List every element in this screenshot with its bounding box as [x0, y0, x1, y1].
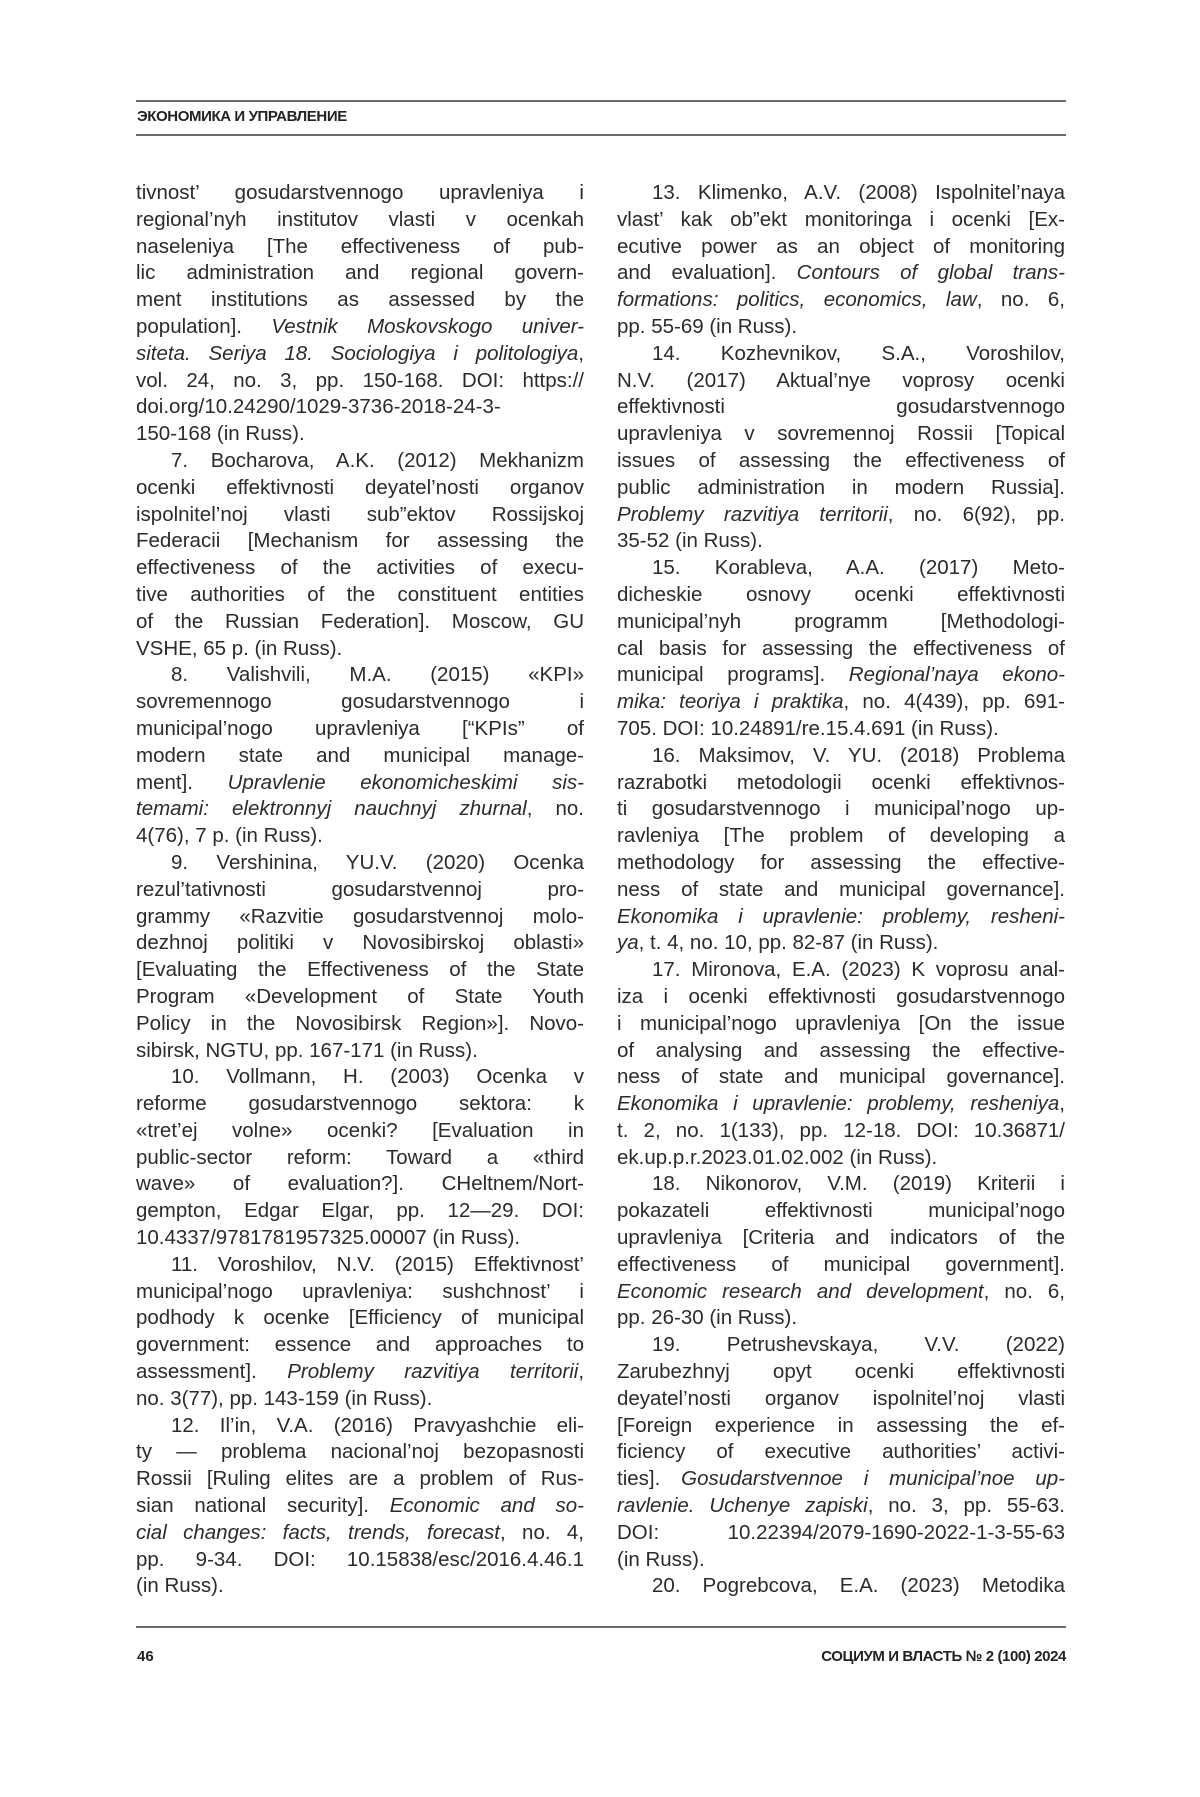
- text-run: ment].: [136, 771, 228, 794]
- text-run: tive authorities of the constituent entities: [136, 583, 584, 606]
- reference-line: [617, 1332, 1065, 1359]
- text-run: iza i ocenki effektivnosti gosudarstvennogo: [617, 985, 1065, 1008]
- text-run: 19. Petrushevskaya, V.V. (2022): [652, 1333, 1065, 1356]
- text-run: pp. 26-30 (in Russ).: [617, 1306, 797, 1329]
- text-run: municipal’nogo upravleniya: sushchnost’ i: [136, 1280, 584, 1303]
- reference-line: [136, 662, 584, 689]
- italic-source-title: siteta. Seriya 18. Sociologiya i politologiya: [136, 342, 578, 365]
- text-run: 20. Pogrebcova, E.A. (2023) Metodika: [652, 1574, 1065, 1597]
- reference-line: [136, 1466, 584, 1493]
- reference-line: [617, 421, 1065, 448]
- text-run: vol. 24, no. 3, pp. 150-168. DOI: https://: [136, 369, 584, 392]
- reference-line: [617, 1520, 1065, 1547]
- text-run: i municipal’nogo upravleniya [On the issue: [617, 1012, 1065, 1035]
- reference-line: [136, 904, 584, 931]
- references-column-right: [617, 180, 1065, 1600]
- text-run: 150-168 (in Russ).: [136, 422, 305, 445]
- reference-line: [617, 689, 1065, 716]
- text-run: ness of state and municipal governance].: [617, 1065, 1065, 1088]
- text-run: regional’nyh institutov vlasti v ocenkah: [136, 208, 584, 231]
- reference-line: [617, 716, 1065, 743]
- reference-line: [617, 984, 1065, 1011]
- reference-line: [617, 877, 1065, 904]
- text-run: ness of state and municipal governance].: [617, 878, 1065, 901]
- text-run: , no. 6,: [984, 1280, 1065, 1303]
- italic-source-title: formations: politics, economics, law: [617, 288, 977, 311]
- reference-line: [617, 1413, 1065, 1440]
- reference-line: [136, 287, 584, 314]
- italic-source-title: Economic and so-: [390, 1494, 584, 1517]
- reference-line: [617, 314, 1065, 341]
- reference-line: [617, 636, 1065, 663]
- reference-line: [617, 582, 1065, 609]
- reference-line: [136, 180, 584, 207]
- text-run: , no. 4,: [500, 1521, 584, 1544]
- reference-line: [617, 394, 1065, 421]
- text-run: gempton, Edgar Elgar, pp. 12—29. DOI:: [136, 1199, 584, 1222]
- reference-line: [136, 1520, 584, 1547]
- text-run: ment institutions as assessed by the: [136, 288, 584, 311]
- italic-source-title: temami: elektronnyj nauchnyj zhurnal: [136, 797, 527, 820]
- reference-line: [136, 260, 584, 287]
- reference-line: [617, 502, 1065, 529]
- text-run: wave» of evaluation?]. CHeltnem/Nort-: [136, 1172, 584, 1195]
- reference-line: [617, 957, 1065, 984]
- text-run: ty — problema nacional’noj bezopasnosti: [136, 1440, 584, 1463]
- text-run: «tret’ej volne» ocenki? [Evaluation in: [136, 1119, 584, 1142]
- reference-line: [136, 1171, 584, 1198]
- reference-line: [617, 1359, 1065, 1386]
- reference-line: [617, 796, 1065, 823]
- text-run: grammy «Razvitie gosudarstvennoj molo-: [136, 905, 584, 928]
- text-run: DOI: 10.22394/2079-1690-2022-1-3-55-63: [617, 1521, 1065, 1544]
- text-run: 16. Maksimov, V. YU. (2018) Problema: [652, 744, 1065, 767]
- text-run: (in Russ).: [617, 1548, 705, 1571]
- text-run: , no.: [527, 797, 584, 820]
- reference-line: [617, 904, 1065, 931]
- text-run: Policy in the Novosibirsk Region»]. Novo-: [136, 1012, 584, 1035]
- text-run: assessment].: [136, 1360, 287, 1383]
- reference-line: [617, 609, 1065, 636]
- text-run: sibirsk, NGTU, pp. 167-171 (in Russ).: [136, 1039, 478, 1062]
- reference-line: [136, 207, 584, 234]
- header-top-rule: [136, 100, 1066, 102]
- reference-line: [136, 1359, 584, 1386]
- reference-line: [136, 1118, 584, 1145]
- text-run: 15. Korableva, A.A. (2017) Meto-: [652, 556, 1065, 579]
- italic-source-title: Ekonomika i upravlenie: problemy, resheni-: [617, 905, 1065, 928]
- reference-line: [136, 448, 584, 475]
- reference-line: [136, 341, 584, 368]
- text-run: 10. Vollmann, H. (2003) Ocenka v: [171, 1065, 584, 1088]
- text-run: Rossii [Ruling elites are a problem of Rus-: [136, 1467, 584, 1490]
- text-run: municipal’nogo upravleniya [“KPIs” of: [136, 717, 584, 740]
- reference-line: [617, 207, 1065, 234]
- reference-line: [617, 1386, 1065, 1413]
- journal-issue: СОЦИУМ И ВЛАСТЬ № 2 (100) 2024: [821, 1648, 1066, 1665]
- text-run: public administration in modern Russia].: [617, 476, 1065, 499]
- reference-line: [617, 1091, 1065, 1118]
- reference-line: [617, 770, 1065, 797]
- text-run: sian national security].: [136, 1494, 390, 1517]
- reference-line: [136, 314, 584, 341]
- text-run: N.V. (2017) Aktual’nye voprosy ocenki: [617, 369, 1065, 392]
- reference-line: [617, 1171, 1065, 1198]
- reference-line: [617, 850, 1065, 877]
- reference-line: [136, 1439, 584, 1466]
- reference-line: [136, 582, 584, 609]
- reference-line: [136, 1305, 584, 1332]
- reference-line: [136, 770, 584, 797]
- reference-line: [136, 930, 584, 957]
- text-run: effectiveness of municipal government].: [617, 1253, 1065, 1276]
- reference-line: [136, 1279, 584, 1306]
- text-run: lic administration and regional govern-: [136, 261, 584, 284]
- italic-source-title: Economic research and development: [617, 1280, 984, 1303]
- reference-line: [136, 1252, 584, 1279]
- reference-line: [136, 502, 584, 529]
- italic-source-title: mika: teoriya i praktika: [617, 690, 843, 713]
- text-run: issues of assessing the effectiveness of: [617, 449, 1065, 472]
- text-run: , no. 6(92), pp.: [888, 503, 1065, 526]
- reference-line: [617, 1493, 1065, 1520]
- reference-line: [136, 555, 584, 582]
- text-run: Program «Development of State Youth: [136, 985, 584, 1008]
- reference-line: [136, 1064, 584, 1091]
- text-run: upravleniya v sovremennoj Rossii [Topical: [617, 422, 1065, 445]
- reference-line: [136, 743, 584, 770]
- reference-line: [136, 1225, 584, 1252]
- text-run: 10.4337/9781781957325.00007 (in Russ).: [136, 1226, 520, 1249]
- text-run: of analysing and assessing the effective-: [617, 1039, 1065, 1062]
- text-run: 13. Klimenko, A.V. (2008) Ispolnitel’naya: [652, 181, 1065, 204]
- italic-source-title: Gosudarstvennoe i municipal’noe up-: [681, 1467, 1065, 1490]
- reference-line: [617, 234, 1065, 261]
- text-run: , no. 4(439), pp. 691-: [843, 690, 1065, 713]
- reference-line: [617, 1466, 1065, 1493]
- text-run: upravleniya [Criteria and indicators of the: [617, 1226, 1065, 1249]
- reference-line: [617, 743, 1065, 770]
- text-run: population].: [136, 315, 271, 338]
- reference-line: [617, 823, 1065, 850]
- references-column-left: [136, 180, 584, 1600]
- text-run: , no. 3, pp. 55-63.: [868, 1494, 1065, 1517]
- text-run: effektivnosti gosudarstvennogo: [617, 395, 1065, 418]
- reference-line: [617, 341, 1065, 368]
- text-run: ocenki effektivnosti deyatel’nosti organov: [136, 476, 584, 499]
- text-run: ti gosudarstvennogo i municipal’nogo up-: [617, 797, 1065, 820]
- italic-source-title: Regional’naya ekono-: [849, 663, 1065, 686]
- text-run: [Evaluating the Effectiveness of the State: [136, 958, 584, 981]
- header-bottom-rule: [136, 134, 1066, 136]
- text-run: ispolnitel’noj vlasti sub”ektov Rossijskoj: [136, 503, 584, 526]
- reference-line: [617, 1064, 1065, 1091]
- text-run: ,: [578, 342, 584, 365]
- text-run: government: essence and approaches to: [136, 1333, 584, 1356]
- reference-line: [136, 636, 584, 663]
- reference-line: [617, 1118, 1065, 1145]
- reference-line: [136, 368, 584, 395]
- footer-rule: [136, 1626, 1066, 1628]
- text-run: pp. 55-69 (in Russ).: [617, 315, 797, 338]
- reference-line: [136, 984, 584, 1011]
- text-run: 7. Bocharova, A.K. (2012) Mekhanizm: [171, 449, 584, 472]
- reference-line: [617, 1547, 1065, 1574]
- text-run: 14. Kozhevnikov, S.A., Voroshilov,: [652, 342, 1065, 365]
- text-run: t. 2, no. 1(133), pp. 12-18. DOI: 10.36871/: [617, 1119, 1065, 1142]
- reference-line: [617, 662, 1065, 689]
- text-run: , t. 4, no. 10, pp. 82-87 (in Russ).: [639, 931, 939, 954]
- reference-line: [617, 475, 1065, 502]
- reference-line: [617, 260, 1065, 287]
- reference-line: [136, 1413, 584, 1440]
- reference-line: [136, 957, 584, 984]
- italic-source-title: Ekonomika i upravlenie: problemy, resheniya: [617, 1092, 1059, 1115]
- text-run: pp. 9-34. DOI: 10.15838/esc/2016.4.46.1: [136, 1548, 584, 1571]
- italic-source-title: Vestnik Moskovskogo univer-: [271, 315, 584, 338]
- text-run: , no. 6,: [977, 288, 1065, 311]
- reference-line: [617, 555, 1065, 582]
- reference-line: [136, 850, 584, 877]
- text-run: ficiency of executive authorities’ activi-: [617, 1440, 1065, 1463]
- reference-line: [617, 1038, 1065, 1065]
- text-run: of the Russian Federation]. Moscow, GU: [136, 610, 584, 633]
- reference-line: [617, 287, 1065, 314]
- reference-line: [136, 796, 584, 823]
- reference-line: [136, 1386, 584, 1413]
- text-run: 17. Mironova, E.A. (2023) K voprosu anal-: [652, 958, 1065, 981]
- reference-line: [617, 1145, 1065, 1172]
- italic-source-title: ravlenie. Uchenye zapiski: [617, 1494, 868, 1517]
- text-run: ,: [578, 1360, 584, 1383]
- text-run: deyatel’nosti organov ispolnitel’noj vlasti: [617, 1387, 1065, 1410]
- text-run: pokazateli effektivnosti municipal’nogo: [617, 1199, 1065, 1222]
- text-run: 8. Valishvili, M.A. (2015) «KPI»: [171, 663, 584, 686]
- text-run: 9. Vershinina, YU.V. (2020) Ocenka: [171, 851, 584, 874]
- reference-line: [617, 180, 1065, 207]
- text-run: 705. DOI: 10.24891/re.15.4.691 (in Russ).: [617, 717, 999, 740]
- text-run: dezhnoj politiki v Novosibirskoj oblasti»: [136, 931, 584, 954]
- text-run: public-sector reform: Toward a «third: [136, 1146, 584, 1169]
- reference-line: [617, 1305, 1065, 1332]
- page-number: 46: [137, 1648, 154, 1665]
- text-run: razrabotki metodologii ocenki effektivnos-: [617, 771, 1065, 794]
- reference-line: [136, 1091, 584, 1118]
- text-run: cal basis for assessing the effectiveness of: [617, 637, 1065, 660]
- text-run: 35-52 (in Russ).: [617, 529, 763, 552]
- italic-source-title: cial changes: facts, trends, forecast: [136, 1521, 500, 1544]
- reference-line: [136, 394, 584, 421]
- text-run: naseleniya [The effectiveness of pub-: [136, 235, 584, 258]
- reference-line: [136, 1038, 584, 1065]
- reference-line: [136, 1145, 584, 1172]
- reference-line: [617, 1011, 1065, 1038]
- reference-line: [136, 609, 584, 636]
- text-run: rezul’tativnosti gosudarstvennoj pro-: [136, 878, 584, 901]
- reference-line: [617, 1279, 1065, 1306]
- text-run: and evaluation].: [617, 261, 797, 284]
- text-run: ecutive power as an object of monitoring: [617, 235, 1065, 258]
- italic-source-title: Contours of global trans-: [797, 261, 1065, 284]
- text-run: municipal’nyh programm [Methodologi-: [617, 610, 1065, 633]
- text-run: vlast’ kak ob”ekt monitoringa i ocenki [Ex-: [617, 208, 1065, 231]
- text-run: doi.org/10.24290/1029-3736-2018-24-3-: [136, 395, 501, 418]
- text-run: effectiveness of the activities of execu-: [136, 556, 584, 579]
- reference-line: [617, 1573, 1065, 1600]
- text-run: 18. Nikonorov, V.M. (2019) Kriterii i: [652, 1172, 1065, 1195]
- text-run: modern state and municipal manage-: [136, 744, 584, 767]
- text-run: (in Russ).: [136, 1574, 224, 1597]
- reference-line: [617, 930, 1065, 957]
- text-run: reforme gosudarstvennogo sektora: k: [136, 1092, 584, 1115]
- reference-line: [136, 1332, 584, 1359]
- reference-line: [136, 1493, 584, 1520]
- reference-line: [136, 234, 584, 261]
- text-run: ravleniya [The problem of developing a: [617, 824, 1065, 847]
- reference-line: [136, 1547, 584, 1574]
- text-run: [Foreign experience in assessing the ef-: [617, 1414, 1065, 1437]
- reference-line: [136, 877, 584, 904]
- reference-line: [617, 1252, 1065, 1279]
- reference-line: [136, 1198, 584, 1225]
- text-run: ties].: [617, 1467, 681, 1490]
- text-run: VSHE, 65 p. (in Russ).: [136, 637, 342, 660]
- reference-line: [617, 368, 1065, 395]
- reference-line: [136, 475, 584, 502]
- reference-line: [136, 1011, 584, 1038]
- text-run: tivnost’ gosudarstvennogo upravleniya i: [136, 181, 584, 204]
- text-run: 11. Voroshilov, N.V. (2015) Effektivnost’: [171, 1253, 584, 1276]
- reference-line: [617, 1439, 1065, 1466]
- reference-line: [136, 528, 584, 555]
- running-header: ЭКОНОМИКА И УПРАВЛЕНИЕ: [137, 108, 347, 125]
- text-run: ,: [1059, 1092, 1065, 1115]
- reference-line: [617, 1198, 1065, 1225]
- text-run: dicheskie osnovy ocenki effektivnosti: [617, 583, 1065, 606]
- text-run: methodology for assessing the effective-: [617, 851, 1065, 874]
- text-run: Federacii [Mechanism for assessing the: [136, 529, 584, 552]
- reference-line: [136, 689, 584, 716]
- reference-line: [136, 716, 584, 743]
- text-run: 4(76), 7 p. (in Russ).: [136, 824, 323, 847]
- reference-line: [617, 448, 1065, 475]
- reference-line: [617, 1225, 1065, 1252]
- text-run: no. 3(77), pp. 143-159 (in Russ).: [136, 1387, 432, 1410]
- text-run: municipal programs].: [617, 663, 849, 686]
- italic-source-title: Upravlenie ekonomicheskimi sis-: [228, 771, 584, 794]
- text-run: podhody k ocenke [Efficiency of municipal: [136, 1306, 584, 1329]
- italic-source-title: ya: [617, 931, 639, 954]
- text-run: sovremennogo gosudarstvennogo i: [136, 690, 584, 713]
- text-run: ek.up.p.r.2023.01.02.002 (in Russ).: [617, 1146, 937, 1169]
- text-run: 12. Il’in, V.A. (2016) Pravyashchie eli-: [171, 1414, 584, 1437]
- italic-source-title: Problemy razvitiya territorii: [287, 1360, 578, 1383]
- reference-line: [136, 421, 584, 448]
- reference-line: [617, 528, 1065, 555]
- italic-source-title: Problemy razvitiya territorii: [617, 503, 888, 526]
- text-run: Zarubezhnyj opyt ocenki effektivnosti: [617, 1360, 1065, 1383]
- reference-line: [136, 1573, 584, 1600]
- reference-line: [136, 823, 584, 850]
